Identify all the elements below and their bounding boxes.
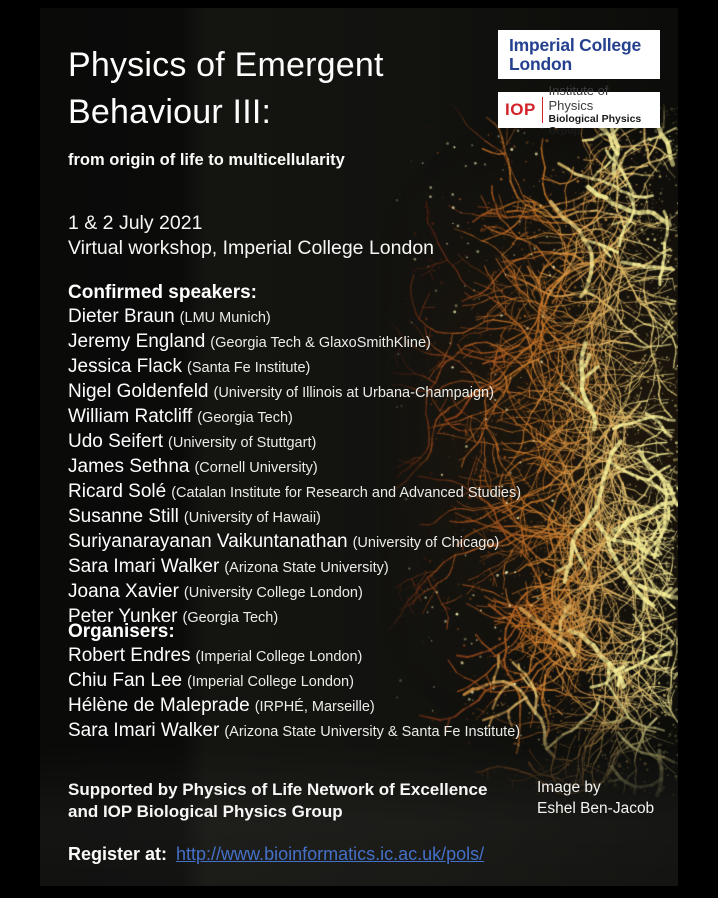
organiser-affiliation: (Imperial College London) [187,674,354,690]
organiser-affiliation: (IRPHÉ, Marseille) [254,699,375,715]
event-dates: 1 & 2 July 2021 [68,212,203,234]
speakers-heading: Confirmed speakers: [68,282,258,303]
organiser-affiliation: (Arizona State University & Santa Fe Institute) [224,724,521,740]
speaker-name: Joana Xavier [68,581,179,602]
speaker-item [68,455,521,480]
organiser-item [68,669,520,694]
image-credit-line2: Eshel Ben-Jacob [537,800,655,817]
organiser-name: Sara Imari Walker [68,720,220,741]
speaker-name: William Ratcliff [68,406,193,427]
speaker-item [68,430,521,455]
page-title [68,42,384,136]
event-venue: Virtual workshop, Imperial College London [68,237,435,259]
register-label: Register at: [68,844,168,864]
speakers-section [68,281,521,630]
speaker-affiliation: (Arizona State University) [224,560,389,576]
speaker-name: Udo Seifert [68,431,164,452]
speaker-item [68,555,521,580]
speaker-affiliation: (Georgia Tech & GlaxoSmithKline) [210,335,431,351]
organisers-list [68,644,520,744]
speaker-affiliation: (Catalan Institute for Research and Advanced Studies) [171,485,522,501]
speaker-item [68,530,521,555]
organiser-item [68,694,520,719]
speaker-affiliation: (University College London) [183,585,363,601]
iop-institute-name: Institute of Physics [548,83,609,113]
speaker-item [68,330,521,355]
organiser-name: Chiu Fan Lee [68,670,183,691]
speakers-list [68,305,521,630]
speaker-name: Jeremy England [68,331,206,352]
supported-by-text [68,779,487,823]
registration-line [68,844,484,865]
image-credit [537,777,654,819]
imperial-logo-line1: Imperial College [509,35,641,55]
speaker-name: Peter Yunker [68,606,178,627]
speaker-affiliation: (Georgia Tech) [182,610,279,626]
speaker-name: Sara Imari Walker [68,556,220,577]
poster-content-area [40,8,678,886]
speaker-name: Dieter Braun [68,306,175,327]
speaker-item [68,305,521,330]
organisers-section [68,620,520,744]
speaker-name: James Sethna [68,456,190,477]
title-line1: Physics of Emergent [68,46,384,84]
speaker-affiliation: (Cornell University) [194,460,318,476]
supported-line2: and IOP Biological Physics Group [68,802,343,821]
iop-logo-divider [542,97,544,123]
imperial-college-logo [498,30,660,79]
speaker-name: Ricard Solé [68,481,167,502]
organiser-name: Hélène de Maleprade [68,695,250,716]
speaker-item [68,480,521,505]
speaker-affiliation: (Georgia Tech) [197,410,293,426]
iop-logo [498,83,660,137]
speaker-name: Susanne Still [68,506,179,527]
supported-line1: Supported by Physics of Life Network of Excellence [68,780,488,799]
organiser-name: Robert Endres [68,645,191,666]
organiser-item [68,719,520,744]
register-link[interactable]: http://www.bioinformatics.ic.ac.uk/pols/ [176,844,485,864]
speaker-name: Nigel Goldenfeld [68,381,209,402]
speaker-name: Suriyanarayanan Vaikuntanathan [68,531,348,552]
imperial-logo-line2: London [509,54,572,74]
speaker-affiliation: (University of Stuttgart) [168,435,317,451]
subtitle: from origin of life to multicellularity [68,151,345,169]
speaker-affiliation: (Santa Fe Institute) [187,360,311,376]
speaker-item [68,405,521,430]
organiser-item [68,644,520,669]
speaker-affiliation: (University of Chicago) [352,535,500,551]
speaker-item [68,505,521,530]
event-info [68,211,434,261]
speaker-item [68,380,521,405]
speaker-item [68,580,521,605]
iop-abbrev-mark: IOP [505,100,536,119]
organiser-affiliation: (Imperial College London) [195,649,363,665]
title-line2: Behaviour III: [68,93,272,131]
speaker-item [68,355,521,380]
speaker-affiliation: (LMU Munich) [179,310,271,326]
speaker-affiliation: (University of Hawaii) [183,510,321,526]
speaker-affiliation: (University of Illinois at Urbana-Champaign) [213,385,494,401]
image-credit-line1: Image by [537,779,601,796]
organisers-heading: Organisers: [68,621,175,642]
iop-group-name: Biological Physics Group [548,113,642,137]
speaker-name: Jessica Flack [68,356,183,377]
